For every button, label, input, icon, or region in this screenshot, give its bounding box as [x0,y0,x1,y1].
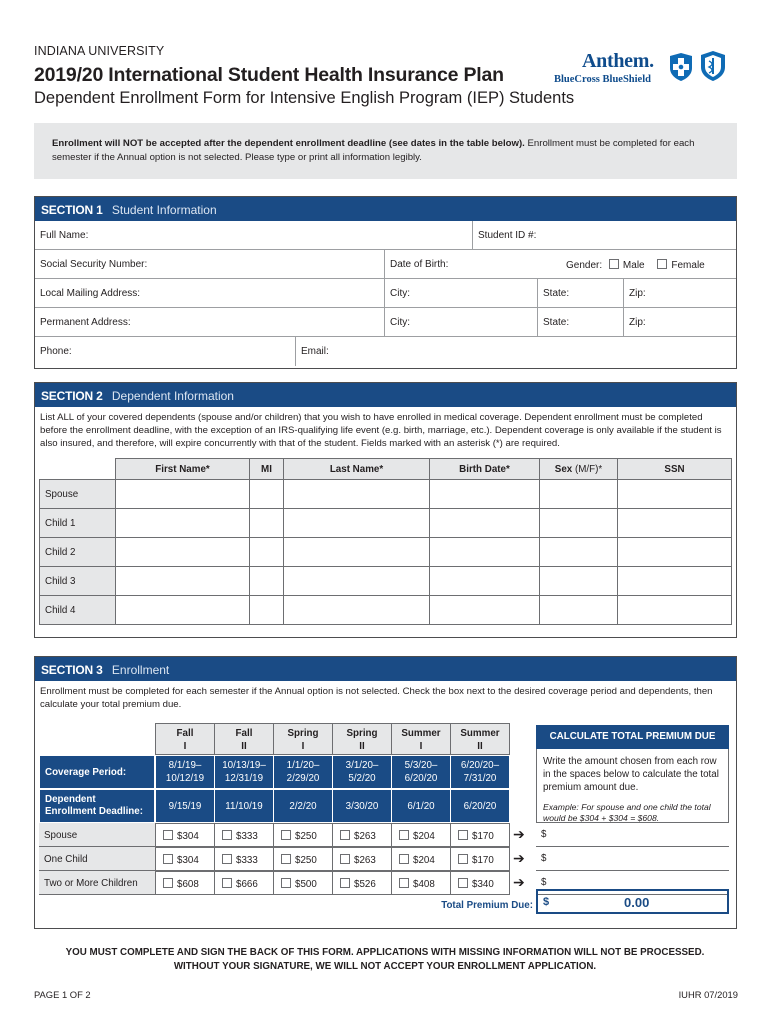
price-value: $263 [354,831,376,842]
price-row-label: One Child [39,847,155,871]
price-option[interactable] [391,823,451,847]
price-value: $170 [472,831,494,842]
price-checkbox[interactable] [399,854,409,864]
total-premium-label: Total Premium Due: [441,900,533,911]
row-local-address [35,279,736,308]
period-start: 1/1/20– [286,760,320,771]
section-dependent-info [34,382,737,638]
coverage-period-cell [273,755,333,789]
price-option[interactable] [332,847,392,871]
blue-shield-icon [700,50,726,82]
ssn-field[interactable] [35,250,384,279]
calc-title: CALCULATE TOTAL PREMIUM DUE [536,725,729,749]
coverage-period-cell [155,755,215,789]
price-checkbox[interactable] [281,830,291,840]
first-name-input[interactable] [116,480,250,509]
term-num: I [419,741,423,752]
period-start: 5/3/20– [404,760,438,771]
table-row [40,480,732,509]
ssn-input[interactable] [618,567,732,596]
term-header [214,723,274,755]
anthem-logo [552,48,732,90]
local-zip-label: Zip: [629,288,646,299]
term-header [273,723,333,755]
ssn-input[interactable] [618,538,732,567]
local-city-field[interactable] [384,279,537,308]
price-checkbox[interactable] [340,878,350,888]
deadline-label-line2: Enrollment Deadline: [45,806,143,817]
form-subtitle: Dependent Enrollment Form for Intensive English Program (IEP) Students [34,89,575,107]
sex-input[interactable] [540,596,618,625]
row-name [35,221,736,250]
price-checkbox[interactable] [163,854,173,864]
logo-sub: BlueCross BlueShield [554,74,651,85]
col-sex-hint: (M/F)* [574,463,603,475]
price-option[interactable] [273,847,333,871]
row-label: Child 1 [40,509,116,538]
male-checkbox[interactable] [609,259,619,269]
table-row [40,567,732,596]
price-value: $204 [413,831,435,842]
price-value: $204 [413,855,435,866]
coverage-period-cell [214,755,274,789]
calc-example: Example: For spouse and one child the total would be $304 + $304 = $608. [543,802,711,823]
term-num: II [359,741,365,752]
price-row-label: Spouse [39,823,155,847]
calc-instructions [536,749,729,823]
row-ssn [35,250,736,279]
permanent-address-field[interactable] [35,308,384,337]
table-row [40,509,732,538]
price-checkbox[interactable] [222,854,232,864]
section1-label: SECTION 1 [41,203,103,217]
price-value: $408 [413,879,435,890]
col-sex [540,459,618,480]
price-option[interactable] [332,871,392,895]
price-value: $526 [354,879,376,890]
row-phone [35,337,736,366]
form-title: 2019/20 International Student Health Insurance Plan [34,64,504,86]
price-option[interactable] [450,871,510,895]
price-value: $250 [295,855,317,866]
first-name-input[interactable] [116,538,250,567]
birth-date-input[interactable] [430,509,540,538]
price-checkbox[interactable] [340,854,350,864]
calc-text: Write the amount chosen from each row in the spaces below to calculate the total premium amount due. [543,756,719,793]
deadline-cell: 6/1/20 [391,789,451,823]
mi-input[interactable] [250,538,284,567]
gender-field [561,250,736,279]
term-name: Spring [346,728,378,739]
warning-line2: WITHOUT YOUR SIGNATURE, WE WILL NOT ACCEPT YOUR ENROLLMENT APPLICATION. [173,961,597,972]
term-header [391,723,451,755]
student-id-label: Student ID #: [478,230,537,241]
period-end: 12/31/19 [224,773,264,784]
price-checkbox[interactable] [340,830,350,840]
mi-input[interactable] [250,480,284,509]
deadline-label-line1: Dependent [45,794,96,805]
birth-date-input[interactable] [430,538,540,567]
male-label: Male [622,260,645,271]
section-enrollment [34,656,737,929]
local-city-label: City: [390,288,410,299]
enrollment-notice [34,123,737,179]
coverage-period-cell [391,755,451,789]
local-state-field[interactable] [537,279,623,308]
col-birth-date: Birth Date* [430,459,540,480]
price-checkbox[interactable] [399,830,409,840]
last-name-input[interactable] [284,567,430,596]
term-name: Fall [176,728,194,739]
phone-field[interactable] [35,337,295,366]
total-premium-value: 0.00 [624,895,650,910]
sex-input[interactable] [540,480,618,509]
price-value: $170 [472,855,494,866]
period-start: 10/13/19– [222,760,266,771]
birth-date-input[interactable] [430,596,540,625]
price-option[interactable] [214,871,274,895]
price-option[interactable] [391,847,451,871]
form-code: IUHR 07/2019 [678,989,738,1000]
section-student-info [34,196,737,369]
section1-header [35,197,736,221]
gender-label: Gender: [566,260,603,271]
blue-cross-icon [668,52,694,82]
university-name: INDIANA UNIVERSITY [34,44,165,58]
coverage-period-cell [450,755,510,789]
price-value: $304 [177,855,199,866]
local-zip-field[interactable] [623,279,736,308]
term-name: Summer [460,728,500,739]
female-checkbox[interactable] [657,259,667,269]
price-option[interactable] [450,847,510,871]
term-name: Spring [287,728,319,739]
sex-input[interactable] [540,538,618,567]
deadline-cell: 11/10/19 [214,789,274,823]
female-label: Female [671,260,705,271]
ssn-input[interactable] [618,596,732,625]
deadline-cell: 6/20/20 [450,789,510,823]
table-row [40,538,732,567]
ssn-input[interactable] [618,480,732,509]
page-number: PAGE 1 OF 2 [34,989,91,1000]
row-label: Spouse [40,480,116,509]
arrow-icon: ➔ [513,850,525,866]
price-option[interactable] [155,823,215,847]
total-premium-field[interactable] [536,889,729,914]
deadline-cell: 9/15/19 [155,789,215,823]
section3-description: Enrollment must be completed for each semester if the Annual option is not selected. Check the box next to the desired coverage period and dependents, then calculate your total premium due. [40,686,713,710]
section2-header [35,383,736,407]
section3-title: Enrollment [111,663,170,677]
notice-rest: Enrollment must be completed for each semester if the Annual option is not selected. Please type or print all information legibly. [52,138,695,163]
corner-cell [40,459,116,480]
term-num: II [477,741,483,752]
price-value: $333 [236,855,258,866]
row-permanent-address [35,308,736,337]
mi-input[interactable] [250,509,284,538]
row-label: Child 3 [40,567,116,596]
price-option[interactable] [391,871,451,895]
coverage-period-label: Coverage Period: [39,755,155,789]
price-value: $263 [354,855,376,866]
col-first-name: First Name* [116,459,250,480]
term-name: Summer [401,728,441,739]
birth-date-input[interactable] [430,567,540,596]
col-mi: MI [250,459,284,480]
price-checkbox[interactable] [222,830,232,840]
ssn-input[interactable] [618,509,732,538]
term-num: I [183,741,187,752]
price-option[interactable] [273,823,333,847]
table-row [40,596,732,625]
section2-label: SECTION 2 [41,389,103,403]
first-name-input[interactable] [116,567,250,596]
price-checkbox[interactable] [281,878,291,888]
term-name: Fall [235,728,253,739]
period-start: 6/20/20– [460,760,500,771]
two-children-amount-field[interactable]: $ [536,871,729,895]
mi-input[interactable] [250,567,284,596]
price-option[interactable] [332,823,392,847]
local-state-label: State: [543,288,570,299]
signature-warning [0,946,770,974]
student-id-field[interactable] [472,221,736,250]
price-checkbox[interactable] [163,830,173,840]
col-last-name: Last Name* [284,459,430,480]
col-sex-label: Sex [554,463,573,475]
price-row-label: Two or More Children [39,871,155,895]
price-value: $340 [472,879,494,890]
price-checkbox[interactable] [281,854,291,864]
term-num: II [241,741,247,752]
section2-description: List ALL of your covered dependents (spouse and/or children) that you wish to have enrolled in medical coverage. Dependent enrollment must be completed before the enrollment deadline, with the exception of an IRS-qualifying life event (e.g. birth, marriage, etc.). Dependent coverage is only available if the student is also insured, and therefore, will expire concurrently with that of the student. Fields marked with an asterisk (*) are required. [40,412,722,449]
local-address-field[interactable] [35,279,384,308]
email-field[interactable] [295,337,736,366]
birth-date-input[interactable] [430,480,540,509]
permanent-city-label: City: [390,317,410,328]
section3-header [35,657,736,681]
row-label: Child 4 [40,596,116,625]
last-name-input[interactable] [284,509,430,538]
term-header [155,723,215,755]
period-end: 6/20/20 [404,773,438,784]
notice-bold: Enrollment will NOT be accepted after the dependent enrollment deadline (see dates in the table below). [52,138,525,149]
email-label: Email: [301,346,329,357]
total-dollar: $ [543,896,550,908]
price-option[interactable] [214,847,274,871]
price-checkbox[interactable] [163,878,173,888]
local-address-label: Local Mailing Address: [40,288,141,299]
price-value: $666 [236,879,258,890]
spouse-amount-field[interactable]: $ [536,823,729,847]
dependent-table [39,458,732,625]
price-option[interactable] [155,871,215,895]
term-num: I [301,741,305,752]
last-name-input[interactable] [284,538,430,567]
deadline-label [39,789,155,823]
warning-line1: YOU MUST COMPLETE AND SIGN THE BACK OF THIS FORM. APPLICATIONS WITH MISSING INFORMATION WILL NOT BE PROCESSED. [65,947,705,958]
price-checkbox[interactable] [399,878,409,888]
permanent-city-field[interactable] [384,308,537,337]
price-value: $304 [177,831,199,842]
price-value: $250 [295,831,317,842]
permanent-zip-label: Zip: [629,317,646,328]
row-label: Child 2 [40,538,116,567]
sex-input[interactable] [540,567,618,596]
arrow-icon: ➔ [513,826,525,842]
coverage-period-cell [332,755,392,789]
price-value: $333 [236,831,258,842]
dob-label: Date of Birth: [390,259,449,270]
permanent-state-label: State: [543,317,570,328]
ssn-label: Social Security Number: [40,259,148,270]
term-header [332,723,392,755]
price-option[interactable] [155,847,215,871]
term-header [450,723,510,755]
sex-input[interactable] [540,509,618,538]
price-option[interactable] [273,871,333,895]
permanent-zip-field[interactable] [623,308,736,337]
last-name-input[interactable] [284,480,430,509]
arrow-icon: ➔ [513,874,525,890]
section1-title: Student Information [111,203,217,217]
first-name-input[interactable] [116,596,250,625]
period-start: 3/1/20– [345,760,379,771]
dob-field[interactable] [384,250,561,279]
permanent-state-field[interactable] [537,308,623,337]
price-option[interactable] [214,823,274,847]
deadline-cell: 2/2/20 [273,789,333,823]
period-end: 10/12/19 [165,773,205,784]
section2-title: Dependent Information [111,389,234,403]
price-value: $500 [295,879,317,890]
period-end: 5/2/20 [348,773,376,784]
phone-label: Phone: [40,346,72,357]
price-checkbox[interactable] [458,830,468,840]
logo-brand: Anthem. [582,50,654,72]
deadline-cell: 3/30/20 [332,789,392,823]
price-option[interactable] [450,823,510,847]
last-name-input[interactable] [284,596,430,625]
price-checkbox[interactable] [458,878,468,888]
period-end: 2/29/20 [286,773,320,784]
full-name-label: Full Name: [40,230,89,241]
section3-label: SECTION 3 [41,663,103,677]
one-child-amount-field[interactable]: $ [536,847,729,871]
price-checkbox[interactable] [222,878,232,888]
price-checkbox[interactable] [458,854,468,864]
period-end: 7/31/20 [463,773,497,784]
period-start: 8/1/19– [168,760,202,771]
first-name-input[interactable] [116,509,250,538]
col-ssn: SSN [618,459,732,480]
mi-input[interactable] [250,596,284,625]
price-value: $608 [177,879,199,890]
full-name-field[interactable] [35,221,472,250]
permanent-address-label: Permanent Address: [40,317,131,328]
